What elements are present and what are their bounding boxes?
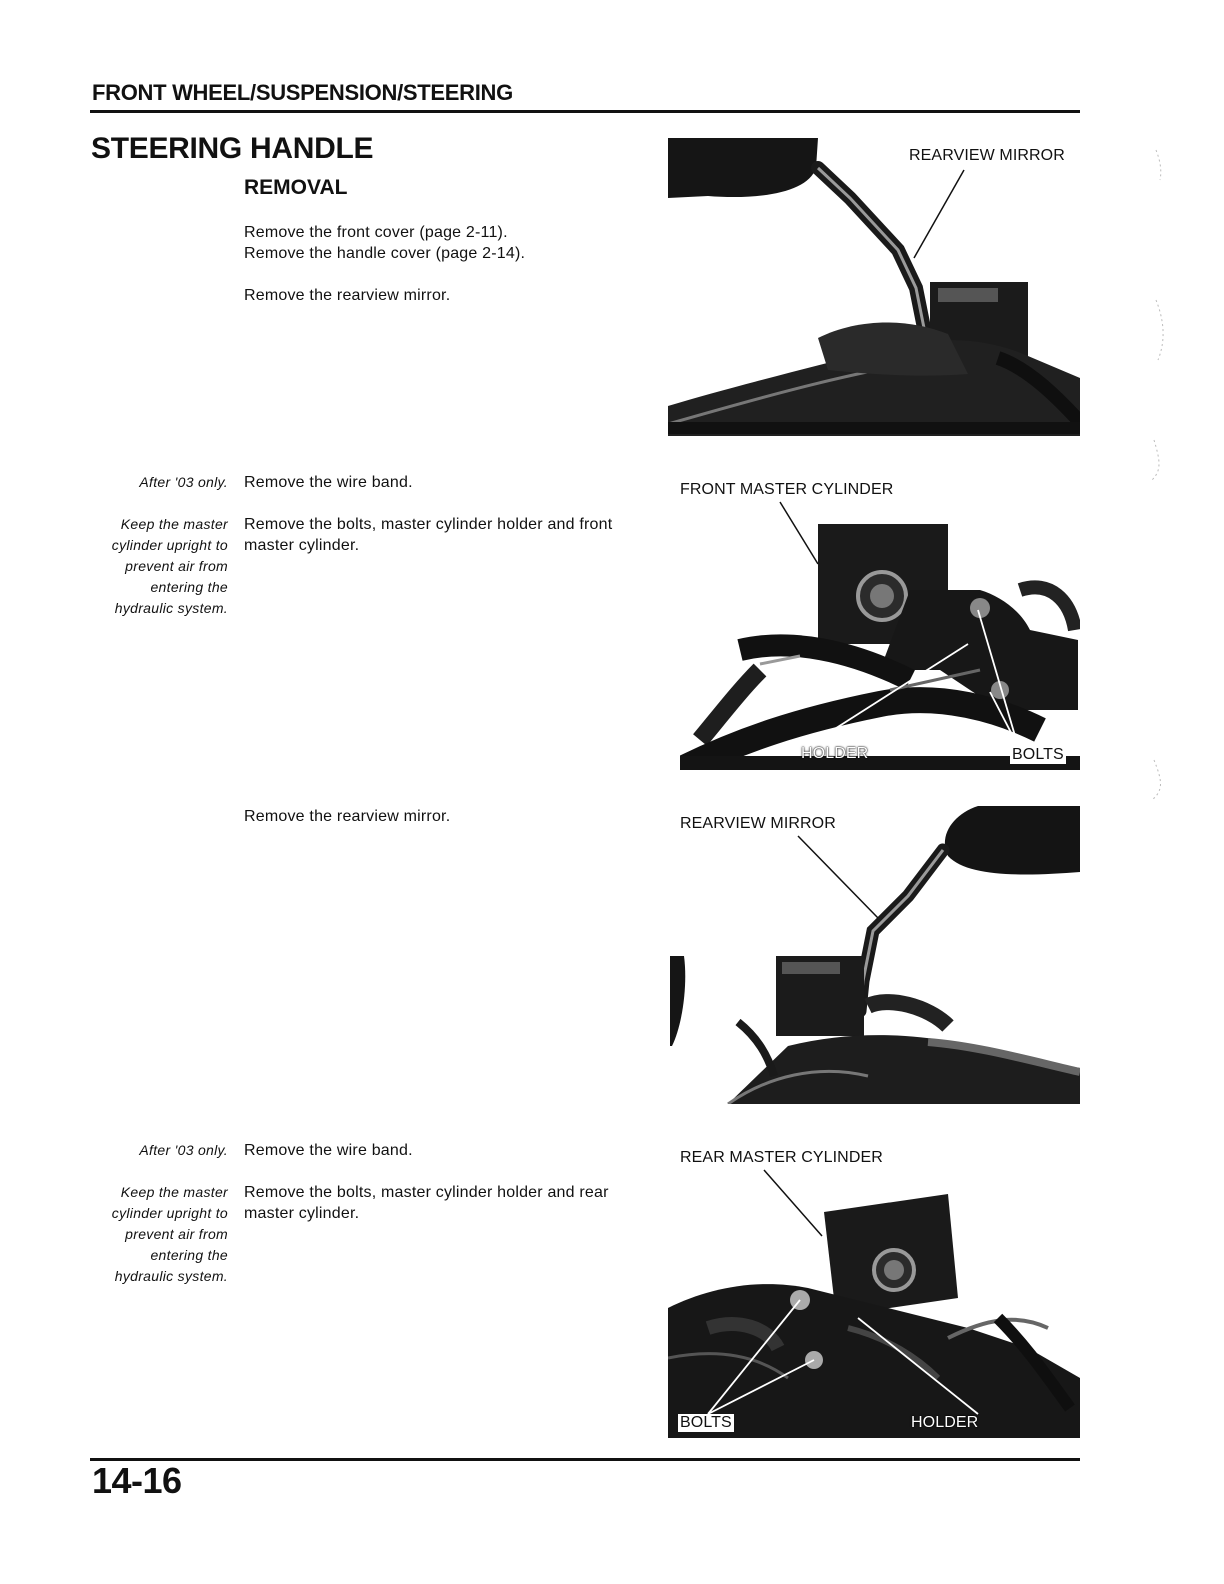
- note-line: cylinder upright to: [111, 537, 228, 553]
- leader-lines-front: [668, 480, 1080, 780]
- callout-holder-front: HOLDER: [801, 745, 869, 762]
- callout-rearview-mirror-1: REARVIEW MIRROR: [909, 147, 1065, 164]
- step-6-line-1: Remove the bolts, master cylinder holder and rear: [244, 1184, 609, 1201]
- step-5-text: Remove the wire band.: [244, 1142, 413, 1159]
- step-1-text: [244, 222, 525, 264]
- step-3-note: [88, 514, 228, 619]
- callout-bolts-rear: BOLTS: [680, 1414, 732, 1431]
- step-1-line-2: Remove the handle cover (page 2-14).: [244, 245, 526, 262]
- footer-rule: [90, 1458, 1080, 1461]
- step-4-text: Remove the rearview mirror.: [244, 808, 451, 825]
- step-3-line-1: Remove the bolts, master cylinder holder and front: [244, 516, 613, 533]
- note-line: hydraulic system.: [114, 600, 228, 616]
- step-5-note: After '03 only.: [139, 1142, 228, 1158]
- chapter-title: FRONT WHEEL/SUSPENSION/STEERING: [92, 80, 513, 105]
- callout-rear-master-cylinder: REAR MASTER CYLINDER: [680, 1149, 883, 1166]
- step-1b-text: Remove the rearview mirror.: [244, 287, 451, 304]
- callout-holder-rear: HOLDER: [911, 1414, 979, 1431]
- leader-line-mirror-2: [668, 806, 1080, 1104]
- step-1-line-1: Remove the front cover (page 2-11).: [244, 224, 508, 241]
- page-number: 14-16: [92, 1460, 182, 1501]
- step-2-note: After '03 only.: [139, 474, 228, 490]
- step-6-text: [244, 1182, 609, 1224]
- note-line: cylinder upright to: [111, 1205, 228, 1221]
- leader-lines-rear: [668, 1148, 1080, 1448]
- note-line: entering the: [150, 1247, 228, 1263]
- step-6-note: [88, 1182, 228, 1287]
- note-line: prevent air from: [125, 558, 228, 574]
- margin-marks: [1140, 140, 1180, 840]
- step-3-line-2: master cylinder.: [244, 537, 360, 554]
- note-line: hydraulic system.: [114, 1268, 228, 1284]
- callout-bolts-front: BOLTS: [1012, 746, 1064, 763]
- note-line: entering the: [150, 579, 228, 595]
- step-2-text: Remove the wire band.: [244, 474, 413, 491]
- section-title: STEERING HANDLE: [91, 132, 374, 165]
- note-line: prevent air from: [125, 1226, 228, 1242]
- subsection-title: REMOVAL: [244, 176, 348, 199]
- leader-line-mirror-1: [668, 138, 1080, 436]
- note-line: Keep the master: [120, 516, 228, 532]
- callout-front-master-cylinder: FRONT MASTER CYLINDER: [680, 481, 894, 498]
- step-6-line-2: master cylinder.: [244, 1205, 360, 1222]
- callout-rearview-mirror-2: REARVIEW MIRROR: [680, 815, 836, 832]
- header-rule: [90, 110, 1080, 113]
- note-line: Keep the master: [120, 1184, 228, 1200]
- step-3-text: [244, 514, 612, 556]
